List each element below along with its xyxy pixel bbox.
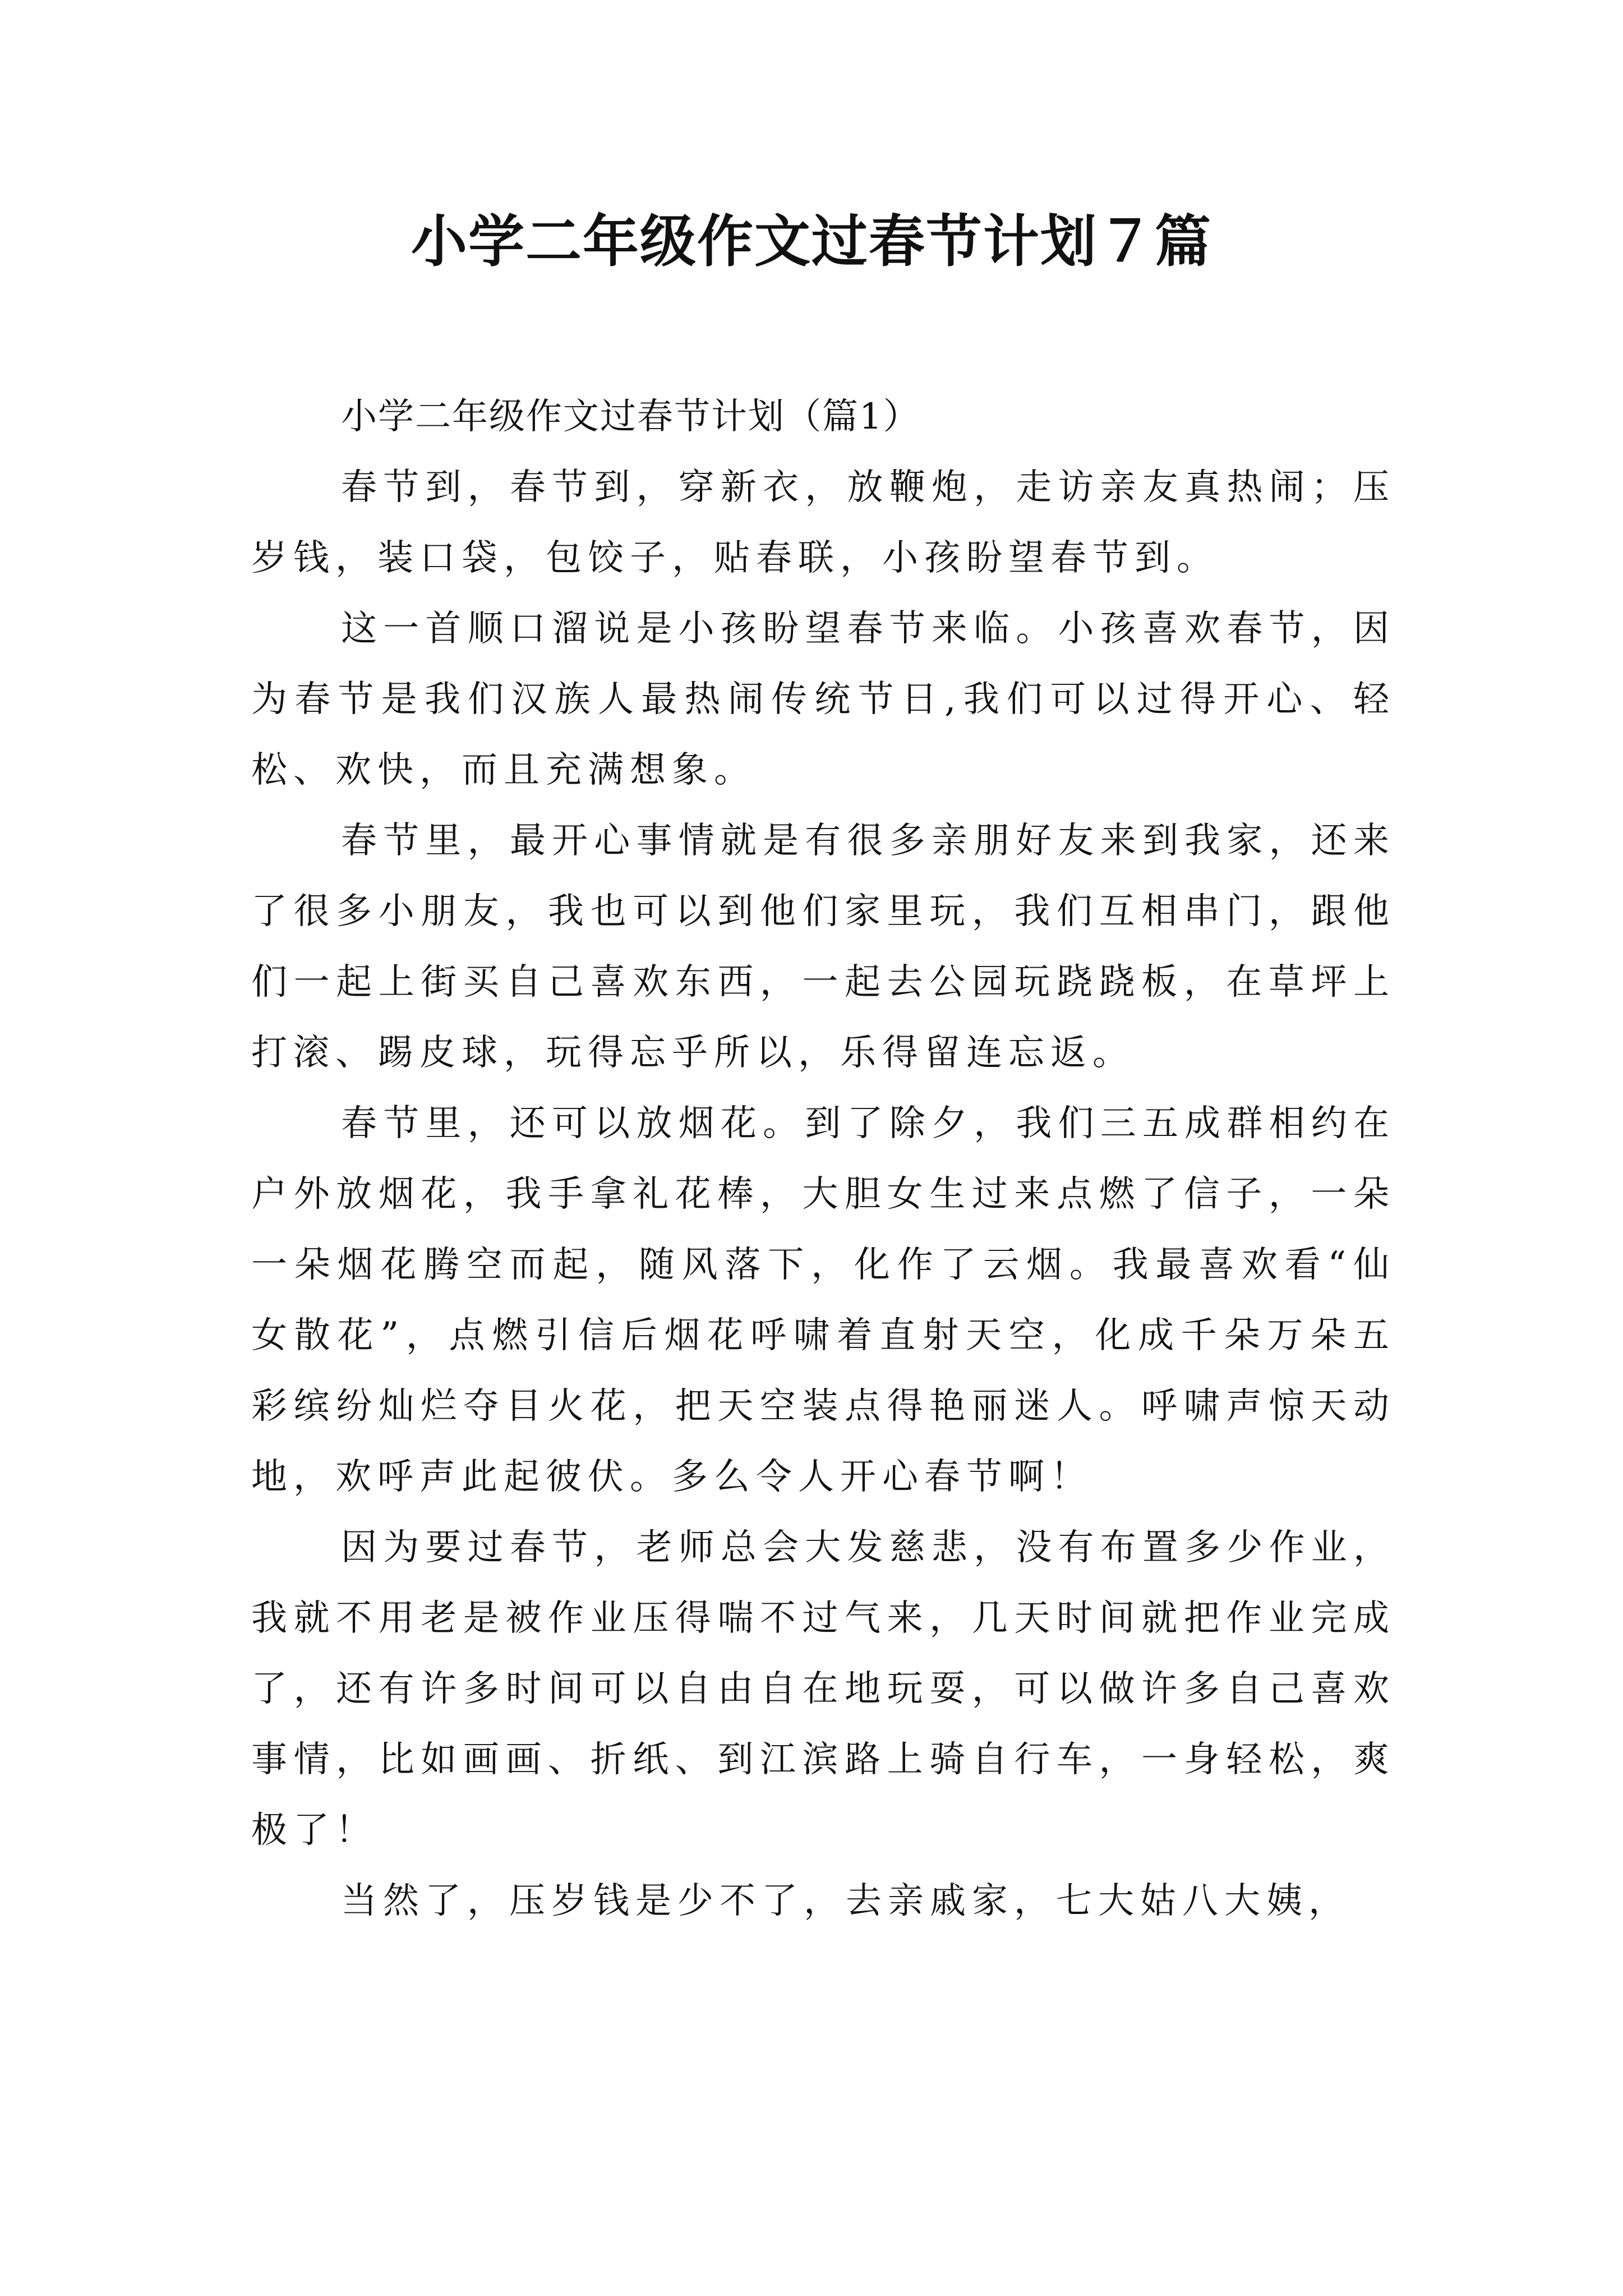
paragraph: 因为要过春节，老师总会大发慈悲，没有布置多少作业，我就不用老是被作业压得喘不过气来，几天时间就把作业完成了，还有许多时间可以自由自在地玩耍，可以做许多自己喜欢事情，比如画画、折纸、到江滨路上骑自行车，一身轻松，爽极了！ [251,1527,1395,1851]
document-title: 小学二年级作文过春节计划７篇 [411,208,1212,274]
paragraph: 当然了，压岁钱是少不了，去亲戚家，七大姑八大姨， [341,1880,1350,1922]
paragraph: 春节到，春节到，穿新衣，放鞭炮，走访亲友真热闹；压岁钱，装口袋，包饺子，贴春联，小孩盼望春节到。 [251,467,1395,579]
paragraph: 春节里，还可以放烟花。到了除夕，我们三五成群相约在户外放烟花，我手拿礼花棒，大胆女生过来点燃了信子，一朵一朵烟花腾空而起，随风落下，化作了云烟。我最喜欢看“仙女散花”，点燃引信后烟花呼啸着直射天空，化成千朵万朵五彩缤纷灿烂夺目火花，把天空装点得艳丽迷人。呼啸声惊天动地，欢呼声此起彼伏。多么令人开心春节啊！ [251,1103,1395,1498]
section-heading: 小学二年级作文过春节计划（篇1） [341,396,920,438]
paragraph: 这一首顺口溜说是小孩盼望春节来临。小孩喜欢春节，因为春节是我们汉族人最热闹传统节日,我们可以过得开心、轻松、欢快，而且充满想象。 [251,608,1395,791]
paragraph: 春节里，最开心事情就是有很多亲朋好友来到我家，还来了很多小朋友，我也可以到他们家里玩，我们互相串门，跟他们一起上街买自己喜欢东西，一起去公园玩跷跷板，在草坪上打滚、踢皮球，玩得忘乎所以，乐得留连忘返。 [251,820,1395,1074]
document-body [251,381,1395,1936]
